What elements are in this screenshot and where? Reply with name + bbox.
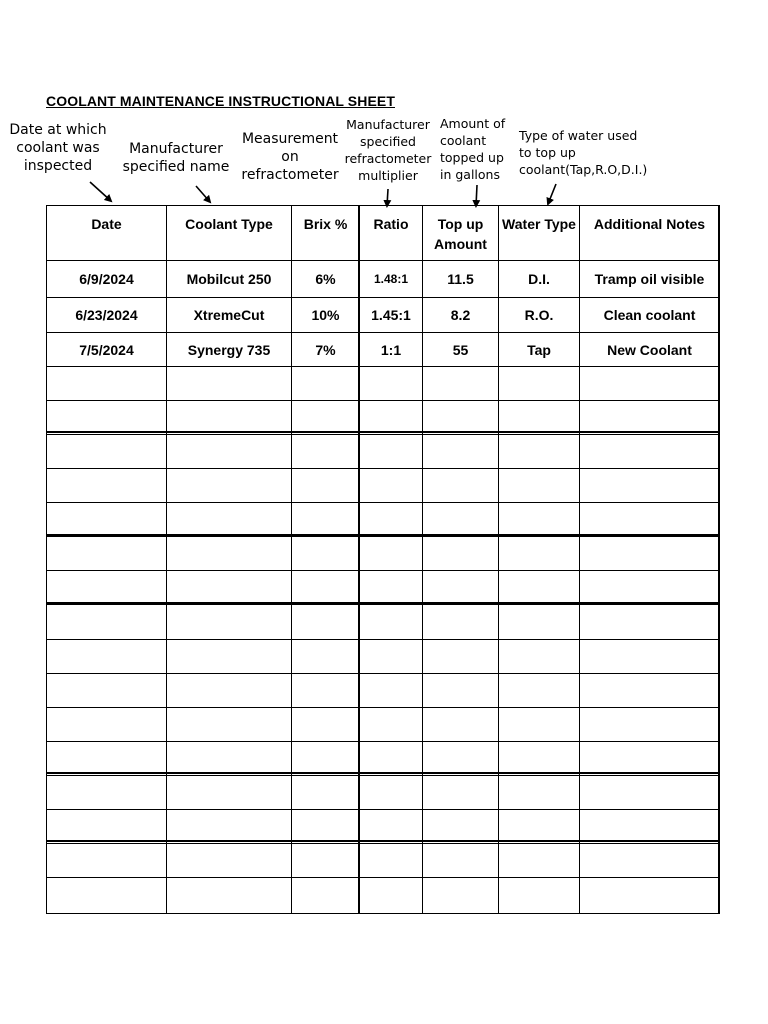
cell-ratio-empty	[360, 367, 423, 401]
header-ratio: Ratio	[360, 206, 423, 261]
cell-water-type-empty	[499, 775, 580, 809]
cell-water-type-empty	[499, 877, 580, 913]
annotation-top-up-line: Amount of	[440, 116, 506, 131]
cell-ratio-empty	[360, 843, 423, 877]
table-row-empty	[47, 843, 720, 877]
cell-additional-notes-empty	[580, 639, 720, 673]
cell-date-empty	[47, 469, 167, 503]
cell-water-type-empty	[499, 537, 580, 571]
cell-additional-notes-empty	[580, 435, 720, 469]
table-row-empty	[47, 741, 720, 775]
cell-coolant-type-empty	[167, 469, 292, 503]
cell-additional-notes-empty	[580, 469, 720, 503]
arrow-top-up	[476, 185, 477, 206]
cell-coolant-type-empty	[167, 809, 292, 843]
cell-ratio-empty	[360, 775, 423, 809]
cell-water-type-empty	[499, 367, 580, 401]
cell-brix-empty	[292, 775, 360, 809]
table-row	[47, 333, 720, 367]
cell-ratio-empty	[360, 503, 423, 537]
cell-water-type-empty	[499, 435, 580, 469]
cell-top-up-amount-empty	[423, 639, 499, 673]
cell-coolant-type-empty	[167, 401, 292, 435]
table-row-empty	[47, 707, 720, 741]
annotation-ratio-line: multiplier	[358, 168, 418, 183]
annotation-top-up-line: topped up	[440, 150, 504, 165]
cell-top-up-amount: 11.5	[423, 261, 499, 298]
cell-date-empty	[47, 401, 167, 435]
table-row	[47, 261, 720, 298]
cell-ratio-empty	[360, 435, 423, 469]
cell-ratio-empty	[360, 673, 423, 707]
cell-date-empty	[47, 435, 167, 469]
cell-date-empty	[47, 673, 167, 707]
cell-top-up-amount-empty	[423, 673, 499, 707]
header-brix: Brix %	[292, 206, 360, 261]
cell-date-empty	[47, 367, 167, 401]
cell-brix-empty	[292, 843, 360, 877]
cell-water-type-empty	[499, 639, 580, 673]
cell-water-type-empty	[499, 401, 580, 435]
cell-additional-notes-empty	[580, 401, 720, 435]
cell-additional-notes-empty	[580, 843, 720, 877]
annotation-water-type-line: Type of water used	[519, 128, 638, 143]
cell-ratio-empty	[360, 639, 423, 673]
table-divider	[46, 772, 719, 774]
cell-top-up-amount-empty	[423, 605, 499, 639]
annotation-ratio-line: specified	[360, 134, 416, 149]
arrow-ratio	[387, 189, 388, 206]
cell-date: 6/9/2024	[47, 261, 167, 298]
table-row-empty	[47, 639, 720, 673]
cell-ratio-empty	[360, 605, 423, 639]
cell-brix-empty	[292, 605, 360, 639]
cell-brix-empty	[292, 435, 360, 469]
cell-ratio-empty	[360, 809, 423, 843]
cell-coolant-type: Synergy 735	[167, 333, 292, 367]
cell-date-empty	[47, 775, 167, 809]
table-row-empty	[47, 503, 720, 537]
cell-brix-empty	[292, 367, 360, 401]
cell-brix: 10%	[292, 298, 360, 333]
cell-ratio-empty	[360, 401, 423, 435]
cell-ratio-empty	[360, 877, 423, 913]
table-divider	[46, 431, 719, 433]
cell-date-empty	[47, 537, 167, 571]
table-row-empty	[47, 435, 720, 469]
cell-top-up-amount-empty	[423, 401, 499, 435]
arrow-water-type	[548, 184, 556, 204]
cell-date-empty	[47, 503, 167, 537]
cell-brix-empty	[292, 401, 360, 435]
annotation-top-up	[440, 115, 512, 183]
cell-coolant-type-empty	[167, 707, 292, 741]
cell-brix-empty	[292, 639, 360, 673]
cell-top-up-amount: 8.2	[423, 298, 499, 333]
arrow-date	[90, 182, 111, 201]
annotation-brix-line: refractometer	[241, 167, 339, 183]
table-row-empty	[47, 469, 720, 503]
header-water-type: Water Type	[499, 206, 580, 261]
cell-brix: 6%	[292, 261, 360, 298]
arrow-coolant-type	[196, 186, 210, 202]
cell-brix-empty	[292, 673, 360, 707]
sheet-title: COOLANT MAINTENANCE INSTRUCTIONAL SHEET	[46, 93, 395, 109]
cell-coolant-type: XtremeCut	[167, 298, 292, 333]
cell-top-up-amount-empty	[423, 537, 499, 571]
cell-coolant-type-empty	[167, 605, 292, 639]
annotation-top-up-line: in gallons	[440, 167, 500, 182]
table-divider	[46, 534, 719, 536]
annotation-coolant-type-line: Manufacturer	[129, 141, 223, 157]
cell-brix-empty	[292, 571, 360, 605]
table-divider	[46, 840, 719, 842]
table-divider	[46, 602, 719, 604]
cell-additional-notes-empty	[580, 571, 720, 605]
annotation-date-line: Date at which	[9, 122, 107, 138]
header-additional-notes: Additional Notes	[580, 206, 720, 261]
annotation-top-up-line: coolant	[440, 133, 487, 148]
cell-additional-notes-empty	[580, 809, 720, 843]
maintenance-table	[46, 205, 720, 914]
cell-coolant-type-empty	[167, 571, 292, 605]
table-row-empty	[47, 537, 720, 571]
cell-coolant-type-empty	[167, 503, 292, 537]
cell-brix-empty	[292, 877, 360, 913]
cell-additional-notes-empty	[580, 367, 720, 401]
annotation-brix-line: Measurement	[241, 131, 339, 147]
cell-water-type-empty	[499, 571, 580, 605]
cell-brix: 7%	[292, 333, 360, 367]
cell-water-type-empty	[499, 605, 580, 639]
cell-date-empty	[47, 877, 167, 913]
table-row-empty	[47, 605, 720, 639]
cell-water-type-empty	[499, 809, 580, 843]
cell-additional-notes-empty	[580, 741, 720, 775]
cell-top-up-amount-empty	[423, 707, 499, 741]
header-date: Date	[47, 206, 167, 261]
table-row-empty	[47, 809, 720, 843]
cell-additional-notes-empty	[580, 605, 720, 639]
cell-ratio-empty	[360, 571, 423, 605]
cell-coolant-type-empty	[167, 367, 292, 401]
cell-date: 6/23/2024	[47, 298, 167, 333]
annotation-coolant-type-line: specified name	[122, 159, 230, 175]
cell-ratio-empty	[360, 707, 423, 741]
cell-date: 7/5/2024	[47, 333, 167, 367]
table-divider	[358, 205, 360, 914]
cell-top-up-amount-empty	[423, 503, 499, 537]
cell-date-empty	[47, 809, 167, 843]
cell-brix-empty	[292, 537, 360, 571]
header-top-up-amount: Top up Amount	[423, 206, 499, 261]
cell-water-type-empty	[499, 673, 580, 707]
annotation-water-type-line: to top up	[519, 145, 576, 160]
cell-brix-empty	[292, 741, 360, 775]
annotation-date-line: coolant was	[16, 140, 100, 156]
cell-additional-notes-empty	[580, 707, 720, 741]
cell-additional-notes-empty	[580, 877, 720, 913]
cell-additional-notes: Clean coolant	[580, 298, 720, 333]
cell-water-type: D.I.	[499, 261, 580, 298]
cell-top-up-amount-empty	[423, 877, 499, 913]
cell-water-type: R.O.	[499, 298, 580, 333]
cell-top-up-amount-empty	[423, 809, 499, 843]
annotation-water-type	[519, 127, 669, 178]
annotation-brix-line: on	[281, 149, 299, 165]
table-row-empty	[47, 775, 720, 809]
annotation-water-type-line: coolant(Tap,R.O,D.I.)	[519, 162, 648, 177]
annotation-ratio-line: refractometer	[344, 151, 432, 166]
annotation-date-line: inspected	[23, 158, 93, 174]
cell-date-empty	[47, 571, 167, 605]
cell-ratio: 1:1	[360, 333, 423, 367]
annotation-ratio-line: Manufacturer	[346, 117, 430, 132]
cell-date-empty	[47, 707, 167, 741]
cell-top-up-amount-empty	[423, 775, 499, 809]
cell-water-type-empty	[499, 741, 580, 775]
cell-top-up-amount-empty	[423, 435, 499, 469]
cell-top-up-amount-empty	[423, 469, 499, 503]
cell-coolant-type-empty	[167, 435, 292, 469]
cell-coolant-type-empty	[167, 537, 292, 571]
cell-coolant-type: Mobilcut 250	[167, 261, 292, 298]
cell-date-empty	[47, 741, 167, 775]
cell-coolant-type-empty	[167, 843, 292, 877]
header-row	[47, 206, 720, 261]
cell-coolant-type-empty	[167, 877, 292, 913]
header-coolant-type: Coolant Type	[167, 206, 292, 261]
cell-coolant-type-empty	[167, 741, 292, 775]
cell-top-up-amount-empty	[423, 571, 499, 605]
cell-brix-empty	[292, 707, 360, 741]
cell-ratio: 1.48:1	[360, 261, 423, 298]
cell-water-type-empty	[499, 503, 580, 537]
cell-water-type: Tap	[499, 333, 580, 367]
cell-ratio-empty	[360, 741, 423, 775]
cell-water-type-empty	[499, 469, 580, 503]
cell-top-up-amount-empty	[423, 741, 499, 775]
cell-brix-empty	[292, 809, 360, 843]
cell-ratio-empty	[360, 469, 423, 503]
cell-coolant-type-empty	[167, 673, 292, 707]
cell-additional-notes-empty	[580, 775, 720, 809]
cell-additional-notes: New Coolant	[580, 333, 720, 367]
cell-top-up-amount: 55	[423, 333, 499, 367]
annotation-coolant-type	[120, 140, 232, 176]
annotation-date	[8, 121, 108, 175]
cell-additional-notes: Tramp oil visible	[580, 261, 720, 298]
annotation-ratio	[341, 116, 435, 184]
table-row-empty	[47, 877, 720, 913]
cell-ratio: 1.45:1	[360, 298, 423, 333]
cell-date-empty	[47, 843, 167, 877]
cell-coolant-type-empty	[167, 639, 292, 673]
annotation-brix	[238, 130, 342, 184]
table-row-empty	[47, 401, 720, 435]
cell-brix-empty	[292, 503, 360, 537]
cell-top-up-amount-empty	[423, 843, 499, 877]
cell-water-type-empty	[499, 707, 580, 741]
cell-date-empty	[47, 639, 167, 673]
cell-additional-notes-empty	[580, 537, 720, 571]
cell-brix-empty	[292, 469, 360, 503]
cell-ratio-empty	[360, 537, 423, 571]
table-row-empty	[47, 367, 720, 401]
table-row-empty	[47, 673, 720, 707]
cell-water-type-empty	[499, 843, 580, 877]
cell-top-up-amount-empty	[423, 367, 499, 401]
cell-coolant-type-empty	[167, 775, 292, 809]
cell-additional-notes-empty	[580, 503, 720, 537]
table-row	[47, 298, 720, 333]
cell-additional-notes-empty	[580, 673, 720, 707]
cell-date-empty	[47, 605, 167, 639]
table-row-empty	[47, 571, 720, 605]
